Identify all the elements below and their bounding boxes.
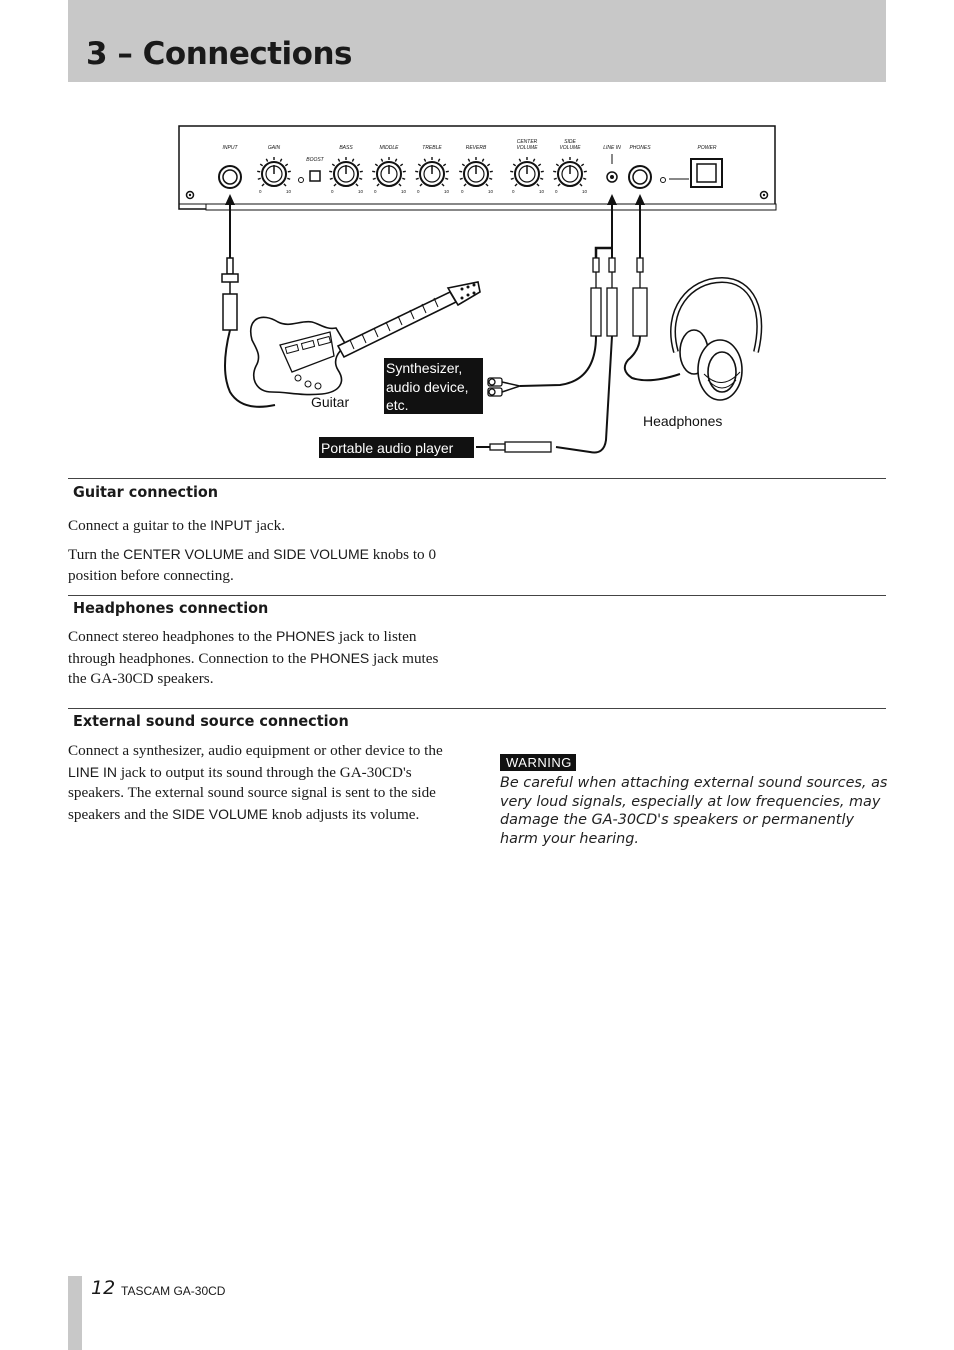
text: knob adjusts its volume. [267, 805, 420, 823]
label-gain: GAIN [267, 145, 281, 151]
scale-min-label: 0 [555, 189, 558, 194]
product-name: TASCAM GA-30CD [121, 1284, 226, 1298]
keyword-center-volume: CENTER VOLUME [123, 546, 244, 562]
scale-max-label: 10 [488, 189, 494, 194]
page-title: 3 – Connections [86, 36, 353, 72]
label-synth-line2: audio device, [386, 379, 469, 395]
boost-switch [310, 171, 320, 181]
connection-diagram [0, 100, 954, 470]
label-treble: TREBLE [422, 145, 442, 151]
scale-min-label: 0 [417, 189, 420, 194]
section-rule-guitar [68, 478, 886, 479]
text: Connect a guitar to the [68, 517, 211, 534]
label-boost: BOOST [306, 157, 324, 163]
label-line-in: LINE IN [603, 145, 621, 151]
keyword-input: INPUT [210, 517, 253, 533]
warning-badge: WARNING [500, 754, 576, 771]
label-side: SIDE [564, 139, 576, 145]
label-synth-line1: Synthesizer, [386, 360, 463, 376]
label-portable-audio-player [319, 437, 474, 458]
scale-max-label: 10 [286, 189, 292, 194]
label-headphones: Headphones [643, 413, 723, 429]
scale-max-label: 10 [401, 189, 407, 194]
label-phones: PHONES [629, 145, 651, 151]
label-bass: BASS [339, 145, 353, 151]
section-rule-external [68, 708, 886, 709]
amp-front-panel [179, 126, 776, 210]
label-middle: MIDDLE [379, 145, 399, 151]
guitar-paragraph-1 [68, 515, 458, 537]
scale-max-label: 10 [582, 189, 588, 194]
text: jack to listen through headphones. Connection to the [68, 628, 417, 667]
heading-headphones-connection: Headphones connection [73, 599, 269, 617]
scale-min-label: 0 [259, 189, 262, 194]
keyword-phones: PHONES [310, 649, 370, 666]
text: jack mutes the GA-30CD speakers. [68, 649, 439, 687]
label-portable-text: Portable audio player [321, 440, 454, 456]
external-paragraph [68, 741, 458, 825]
guitar-paragraph-2 [68, 544, 458, 586]
label-input: INPUT [222, 145, 238, 151]
scale-max-label: 10 [444, 189, 450, 194]
headphones-illustration [673, 280, 759, 400]
text: Connect stereo headphones to the [68, 628, 276, 645]
scale-min-label: 0 [374, 189, 377, 194]
section-rule-headphones [68, 595, 886, 596]
text: jack to output its sound through the GA-30CD's speakers. The external sound source signal is sent to the side speakers and the [68, 763, 436, 823]
text: and [243, 546, 274, 563]
label-synthesizer [384, 358, 483, 414]
phones-cable [625, 194, 680, 380]
line-in-cables [476, 194, 617, 453]
label-center: CENTER [516, 139, 538, 145]
label-center-volume: VOLUME [516, 145, 538, 151]
text: jack. [252, 517, 286, 534]
label-reverb: REVERB [465, 145, 487, 151]
keyword-line-in: LINE IN [68, 763, 118, 780]
keyword-phones: PHONES [275, 628, 336, 644]
warning-text: Be careful when attaching external sound sources, as very loud signals, especially at low frequencies, may damage the GA-30CD's speakers or permanently harm your hearing. [500, 775, 888, 847]
heading-external-connection: External sound source connection [73, 712, 349, 730]
footer-bar [68, 1276, 82, 1350]
headphones-paragraph [68, 626, 458, 690]
keyword-side-volume: SIDE VOLUME [273, 546, 369, 562]
label-side-volume: VOLUME [559, 145, 581, 151]
label-synth-line3: etc. [386, 397, 409, 413]
scale-min-label: 0 [461, 189, 464, 194]
text: knobs to 0 position before connecting. [68, 546, 437, 584]
page-number: 12 [91, 1277, 116, 1299]
heading-guitar-connection: Guitar connection [73, 483, 219, 501]
text: Connect a synthesizer, audio equipment or other device to the [68, 742, 443, 759]
label-guitar: Guitar [311, 394, 350, 410]
keyword-side-volume: SIDE VOLUME [172, 805, 268, 822]
scale-min-label: 0 [331, 189, 334, 194]
scale-max-label: 10 [539, 189, 545, 194]
scale-min-label: 0 [512, 189, 515, 194]
label-power: POWER [697, 145, 717, 151]
scale-max-label: 10 [358, 189, 364, 194]
text: Turn the [68, 546, 124, 563]
